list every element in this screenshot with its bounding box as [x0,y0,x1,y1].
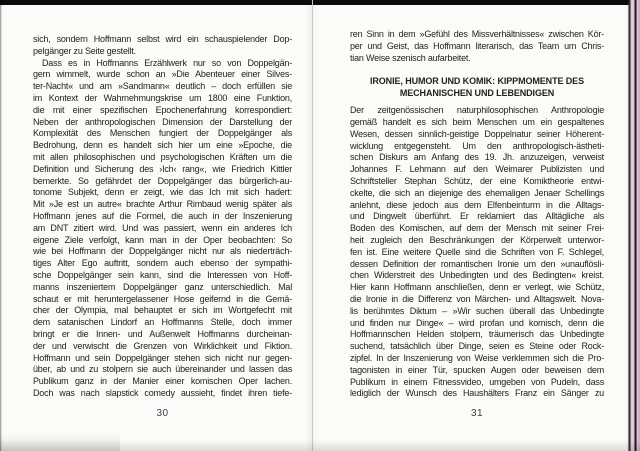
text-line: am DNT zitiert wird. Und was passiert, wenn ein anderes Ich [33,222,292,233]
text-line: Hoffmann jenes auf die Formel, die auch in der Inszenierung [33,210,292,221]
text-line: bemerkte. So gefährdet der Doppelgänger das bürgerlich-au- [33,175,292,186]
text-line: und finden nur Dinge« – wird profan und komisch, denn die [350,317,604,328]
text-line: wie bei Hoffmann der Doppelgänger nicht nur als niederträch- [33,246,292,257]
text-line: Wesen, dessen sinnlich-geistige Doppelnatur seiner Höherent- [350,128,604,139]
text-line: tiges Alter Ego auftritt, sondern auch ebenso der sympathi- [33,258,292,269]
text-line: Schriftsteller Stephan Schütz, der eine Komiktheorie entwi- [350,175,604,186]
text-line: dessen Definition der romantischen Ironie um den »unauflösli- [350,258,604,269]
scan-left-edge [0,0,3,451]
text-line: schaut er mit heruntergelassener Hose geifernd in die Gemä- [33,293,292,304]
text-line: Publikum in einem Fitnessvideo, umgeben von Pudeln, dass [350,376,604,387]
text-line: Publikum ganz in der Manier einer komischen Oper lachen. [33,376,292,387]
text-line: lis berühmtes Diktum – »Wir suchen überall das Unbedingte [350,305,604,316]
text-line: dem satanischen Lindorf an Hoffmanns Stelle, doch immer [33,317,292,328]
page-number-right: 31 [470,408,484,419]
text-line: per und Geist, das Hoffmann literarisch, das Team um Chris- [350,40,604,51]
text-line: zipfel. In der Inszenierung von Weise verklemmen sich die Pro- [350,352,604,363]
text-line: anlehnt, diese jedoch aus dem Elfenbeinturm in die Alltags- [350,199,604,210]
text-line: wicklung entgegensteht. Um den anthropologisch-ästheti- [350,140,604,151]
text-line: Definition und Sicherung des ›Ich‹ rang«, wie Friedrich Kittler [33,163,292,174]
text-line: mit allen philosophischen und psychologischen Kräften um die [33,151,292,162]
text-line: die mit einer spezifischen Epochenerfahrung korrespondiert: [33,104,292,115]
text-line: der und verwischt die Grenzen von Wirklichkeit und Fiktion. [33,340,292,351]
section-heading [350,76,604,99]
text-line: über, ab und zu stolpern sie auch übereinander und lassen das [33,364,292,375]
text-line: lediglich der Wunsch des Haushälters Franz ein Sänger zu [350,388,604,399]
text-line: pelgänger zu Seite gestellt. [33,45,136,56]
book-page-edges [627,0,640,451]
left-page-text [33,34,292,400]
text-line: tagonisten in einer Tür, spucken Augen oder beweisen dem [350,364,604,375]
text-line: tian Weise szenisch aufarbeitet. [350,52,471,63]
text-line: suchend, tatsächlich über Dinge, seien es Steine oder Rock- [350,341,604,352]
text-line: sich, sondern Hoffmann selbst wird ein schauspielender Dop- [33,34,292,44]
text-line: bringt er die Innen- und Außenwelt Hoffmanns durcheinan- [33,328,292,339]
text-line: cher der Olympia, mal behauptet er sich im Wortgefecht mit [33,305,292,316]
page-number-left: 30 [156,408,169,419]
text-line: chen Widerstreit des Unbedingten und des Bedingten« kreist. [350,270,604,281]
text-line: Der zeitgenössischen naturphilosophischen Anthropologie [350,105,604,116]
text-line: fen ist. Eine weitere Quelle sind die Schriften von F. Schlegel, [350,246,604,257]
text-line: und Dingwelt überführt. Er reklamiert das Alltägliche als [350,211,604,222]
text-line: Komplexität des Menschen fungiert der Doppelgänger als [33,128,292,139]
text-line: Hoffmannschen Helden stolpern, träumerisch das Unbedingte [350,329,604,340]
text-line: Johannes F. Lehmann auf den Weimarer Publizisten und [350,164,604,175]
text-line: Boden des Komischen, auf dem der Mensch mit seiner Frei- [350,223,604,234]
text-line: schen Diskurs am Anfang des 19. Jh. anzuzeigen, verweist [350,152,604,163]
text-line: Dass es in Hoffmanns Erzählwerk nur so von Doppelgän- [42,57,292,68]
text-line: Mit »Je est un autre« brachte Arthur Rimbaud wenig später als [33,199,292,210]
text-line: tonome Subjekt, denn er zeigt, wie das Ich mit sich hadert: [33,187,292,198]
text-line: gern wimmelt, wurde schon an »Die Abenteuer einer Silves- [33,69,292,80]
text-line: sche Doppelgänger sein kann, sind die Interessen von Hoff- [33,269,292,280]
text-line: gemäß handelt es sich beim Menschen um ein gespaltenes [350,116,604,127]
text-line: Hier kann Hoffmann anschließen, denn er verlegt, wie Schütz, [350,282,604,293]
scan-bottom-shadow [0,440,640,451]
text-line: ren Sinn in dem »Gefühl des Missverhältnisses« zwischen Kör- [350,29,604,39]
page-gutter-line [312,0,313,451]
text-line: ter-Nacht« und am »Sandmann« deutlich – doch erfüllen sie [33,81,292,92]
text-line: eigene Ziele verfolgt, kann man in der Oper beobachten: So [33,234,292,245]
text-line: die Ironie in die Differenz von Märchen- und Alltagswelt. Nova- [350,293,604,304]
right-page-text [350,29,604,400]
text-line: Bedrohung, denn es handelt sich hier um eine »Epoche, die [33,140,292,151]
text-line: manns inszeniertem Doppelgänger ganz unterschiedlich. Mal [33,281,292,292]
page-gutter-shadow [305,0,321,451]
text-line: heit zugleich den Beschränkungen der Körperwelt unterwor- [350,234,604,245]
text-line: ckelte, die sich an diejenige des ehemaligen Jenaer Schellings [350,187,604,198]
text-line: Neben der anthropologischen Dimension der Darstellung der [33,116,292,127]
text-line: im Kontext der Wahrnehmungskrise um 1800 eine Funktion, [33,92,292,103]
heading-line: MECHANISCHEN UND LEBENDIGEN [399,87,555,98]
text-line: Hoffmann und sein Doppelgänger stehen sich nicht nur gegen- [33,352,292,363]
heading-line: IRONIE, HUMOR UND KOMIK: KIPPMOMENTE DES [369,76,584,87]
text-line: Doch was nach slapstick comedy aussieht, findet ihren tiefe- [33,387,292,398]
